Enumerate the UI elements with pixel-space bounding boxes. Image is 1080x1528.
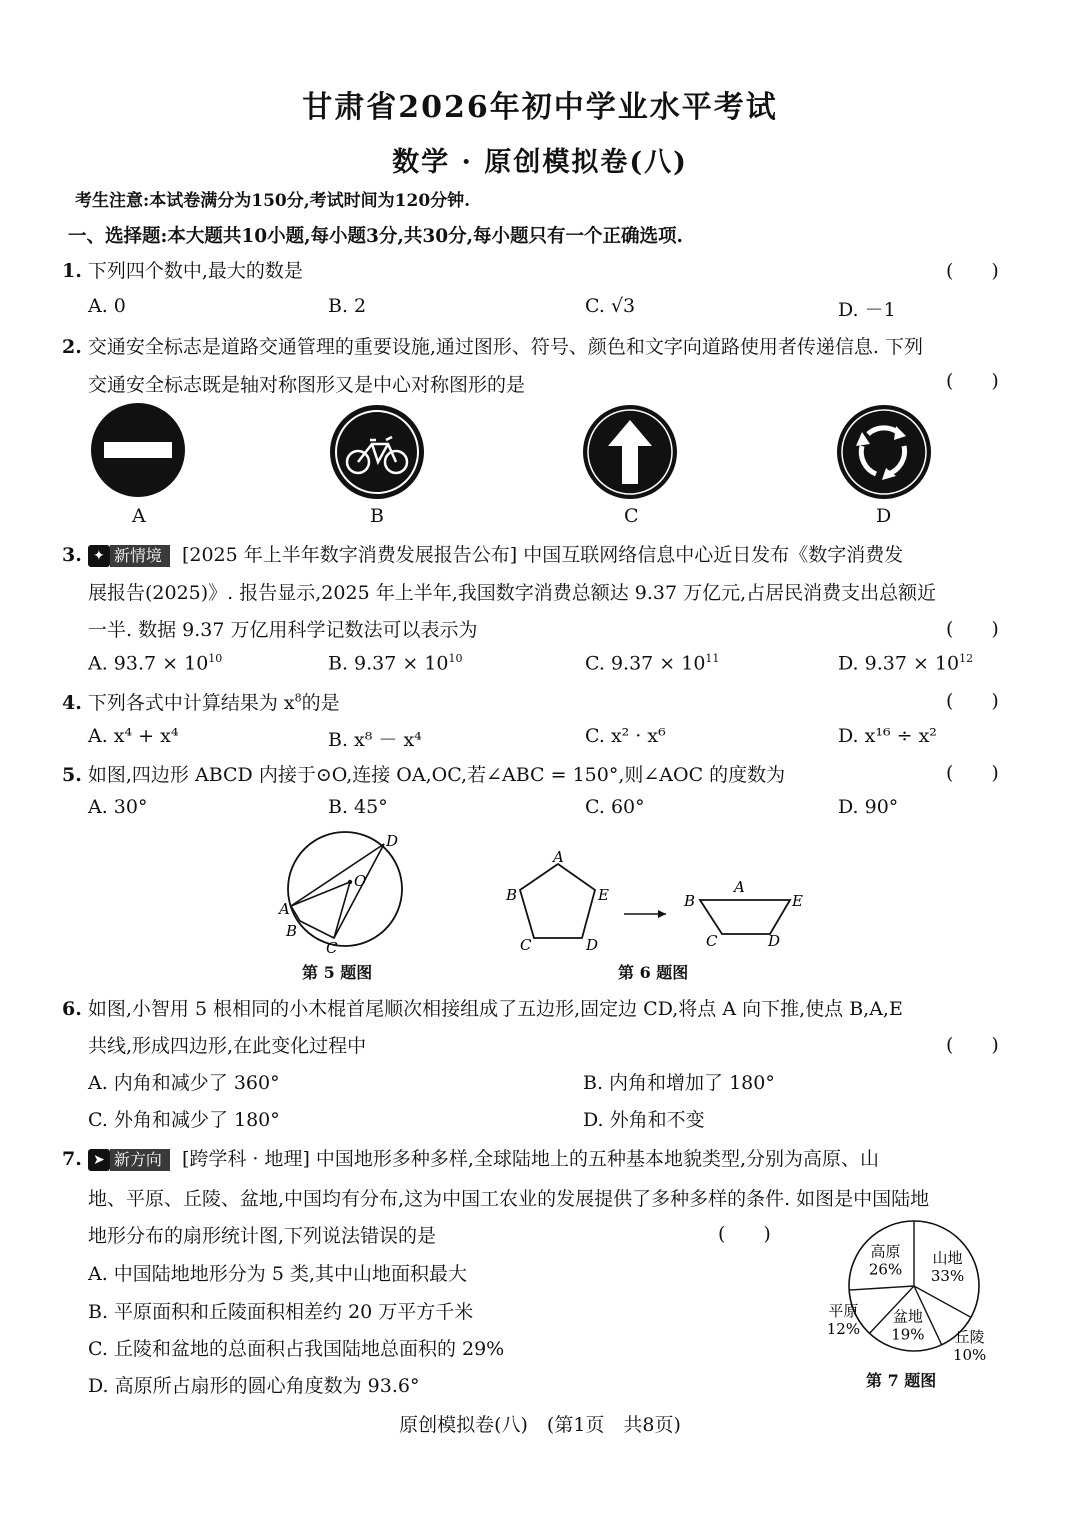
question-text-line2: 展报告(2025)》. 报告显示,2025 年上半年,我国数字消费总额达 9.37 万亿元,占居民消费支出总额近: [88, 582, 937, 604]
section-heading: 一、选择题:本大题共10小题,每小题3分,共30分,每小题只有一个正确选项.: [68, 226, 683, 247]
lightbulb-icon: ✦: [88, 545, 110, 567]
pie-slice-value: 12%: [826, 1320, 861, 1339]
pie-slice-value: 10%: [952, 1346, 987, 1365]
q6-pentagon-figure: [500, 848, 820, 958]
sign-no-entry-icon: [91, 403, 185, 497]
question-5: [62, 760, 785, 787]
option-b: B. $9.37 \times 10^{10}$: [328, 652, 463, 675]
label-a: A: [734, 878, 745, 896]
option-d: D. x¹⁶ ÷ x²: [838, 725, 937, 747]
answer-paren[interactable]: ( ): [946, 690, 999, 712]
option-a: A. 30°: [88, 796, 148, 818]
option-d: D. －1: [838, 299, 896, 321]
label-a: A: [553, 848, 564, 866]
label-c: C: [520, 936, 532, 954]
exam-notice: 考生注意:本试卷满分为150分,考试时间为120分钟.: [75, 191, 471, 211]
option-c: C. 外角和减少了 180°: [88, 1109, 280, 1131]
option-d: D. 外角和不变: [583, 1109, 705, 1131]
question-text: 下列四个数中,最大的数是: [87, 260, 303, 282]
terrain-pie-chart: [790, 1216, 1040, 1366]
question-number: 4.: [62, 692, 82, 714]
question-4: 4. 下列各式中计算结果为 $x^8$的是: [62, 691, 340, 714]
question-7: [62, 1144, 879, 1172]
sign-label-c: C: [624, 505, 639, 527]
question-number: 5.: [62, 764, 82, 786]
option-b: B. 平原面积和丘陵面积相差约 20 万平方千米: [88, 1301, 474, 1323]
option-a: A. 中国陆地地形分为 5 类,其中山地面积最大: [88, 1263, 468, 1285]
label-d: D: [386, 832, 399, 850]
exam-title: 甘肃省2026年初中学业水平考试: [302, 90, 778, 125]
q7-figure-caption: 第 7 题图: [866, 1371, 937, 1390]
option-b: B. 45°: [328, 796, 388, 818]
q5-figure-caption: 第 5 题图: [302, 963, 373, 982]
pie-slice-name: 盆地: [892, 1307, 923, 1326]
pie-slice-name: 丘陵: [954, 1328, 985, 1347]
sign-label-a: A: [132, 505, 146, 527]
q5-circle-figure: [270, 826, 410, 956]
sign-label-d: D: [876, 505, 892, 527]
question-text-line1: [跨学科 · 地理] 中国地形多种多样,全球陆地上的五种基本地貌类型,分别为高原、山: [181, 1148, 880, 1170]
option-c: C. √3: [585, 295, 636, 317]
question-number: 2.: [62, 336, 82, 358]
label-c: C: [326, 939, 338, 956]
answer-paren[interactable]: ( ): [946, 260, 999, 282]
question-text: 如图,四边形 ABCD 内接于⊙O,连接 OA,OC,若∠ABC = 150°,则∠AOC 的度数为: [87, 764, 786, 786]
q6-figure-caption: 第 6 题图: [618, 963, 689, 982]
question-number: 3.: [62, 544, 82, 566]
question-1: [62, 256, 303, 283]
option-d: D. 高原所占扇形的圆心角度数为 93.6°: [88, 1375, 420, 1397]
question-text-line2: 交通安全标志既是轴对称图形又是中心对称图形的是: [88, 374, 526, 396]
label-c: C: [706, 932, 718, 950]
question-2: [62, 332, 923, 359]
question-text-line1: 交通安全标志是道路交通管理的重要设施,通过图形、符号、颜色和文字向道路使用者传递信息. 下列: [87, 336, 924, 358]
option-a: A. x⁴ + x⁴: [88, 725, 179, 747]
label-b: B: [684, 892, 696, 910]
label-a: A: [279, 900, 290, 918]
option-b: B. 内角和增加了 180°: [583, 1072, 775, 1094]
sign-roundabout-icon: [837, 405, 931, 499]
option-a: A. $93.7 \times 10^{10}$: [88, 652, 223, 675]
sign-arrow-up-icon: [583, 405, 677, 499]
new-context-tag: ✦ 新情境: [88, 544, 170, 568]
answer-paren[interactable]: ( ): [946, 1034, 999, 1056]
pie-slice-name: 山地: [932, 1249, 963, 1268]
option-c: C. 60°: [585, 796, 645, 818]
pie-slice-value: 33%: [930, 1267, 965, 1286]
label-e: E: [792, 892, 803, 910]
question-text-line2: 地、平原、丘陵、盆地,中国均有分布,这为中国工农业的发展提供了多种多样的条件. 如图是中国陆地: [88, 1188, 930, 1210]
sign-bicycle-icon: [330, 405, 424, 499]
traffic-signs: [0, 400, 1080, 530]
question-text-line1: 如图,小智用 5 根相同的小木棍首尾顺次相接组成了五边形,固定边 CD,将点 A 向下推,使点 B,A,E: [87, 998, 903, 1020]
label-d: D: [768, 932, 781, 950]
sign-label-b: B: [370, 505, 384, 527]
answer-paren[interactable]: ( ): [946, 762, 999, 784]
option-c: C. x² · x⁶: [585, 725, 666, 747]
option-d: D. 90°: [838, 796, 899, 818]
question-number: 1.: [62, 260, 82, 282]
answer-paren[interactable]: ( ): [946, 370, 999, 392]
question-text-line2: 共线,形成四边形,在此变化过程中: [88, 1035, 367, 1057]
paper-subtitle: 数学 · 原创模拟卷(八): [392, 147, 688, 178]
label-d: D: [586, 936, 599, 954]
question-text-line3: 地形分布的扇形统计图,下列说法错误的是: [88, 1225, 437, 1247]
pie-slice-value: 19%: [891, 1325, 925, 1344]
label-b: B: [506, 886, 518, 904]
question-number: 6.: [62, 998, 82, 1020]
option-c: C. $9.37 \times 10^{11}$: [585, 652, 720, 675]
option-a: A. 内角和减少了 360°: [88, 1072, 280, 1094]
question-3: [62, 540, 903, 568]
label-o: O: [354, 872, 367, 890]
question-text-line1: [2025 年上半年数字消费发展报告公布] 中国互联网络信息中心近日发布《数字消费发: [181, 544, 904, 566]
answer-paren[interactable]: ( ): [718, 1223, 771, 1245]
question-text-line3: 一半. 数据 9.37 万亿用科学记数法可以表示为: [88, 619, 478, 641]
label-b: B: [286, 922, 298, 940]
option-b: B. x⁸ － x⁴: [328, 729, 422, 751]
pie-slice-name: 平原: [828, 1302, 859, 1321]
option-b: B. 2: [328, 295, 367, 317]
option-a: A. 0: [88, 295, 126, 317]
option-d: D. $9.37 \times 10^{12}$: [838, 652, 974, 675]
new-direction-tag: ➤ 新方向: [88, 1148, 170, 1172]
label-e: E: [598, 886, 609, 904]
question-number: 7.: [62, 1148, 82, 1170]
pie-slice-name: 高原: [870, 1242, 901, 1261]
option-c: C. 丘陵和盆地的总面积占我国陆地总面积的 29%: [88, 1338, 505, 1360]
answer-paren[interactable]: ( ): [946, 618, 999, 640]
arrow-icon: ➤: [88, 1149, 110, 1171]
pie-slice-value: 26%: [868, 1260, 903, 1279]
page-footer: 原创模拟卷(八) (第1页 共8页): [399, 1414, 681, 1436]
question-6: [62, 994, 903, 1021]
